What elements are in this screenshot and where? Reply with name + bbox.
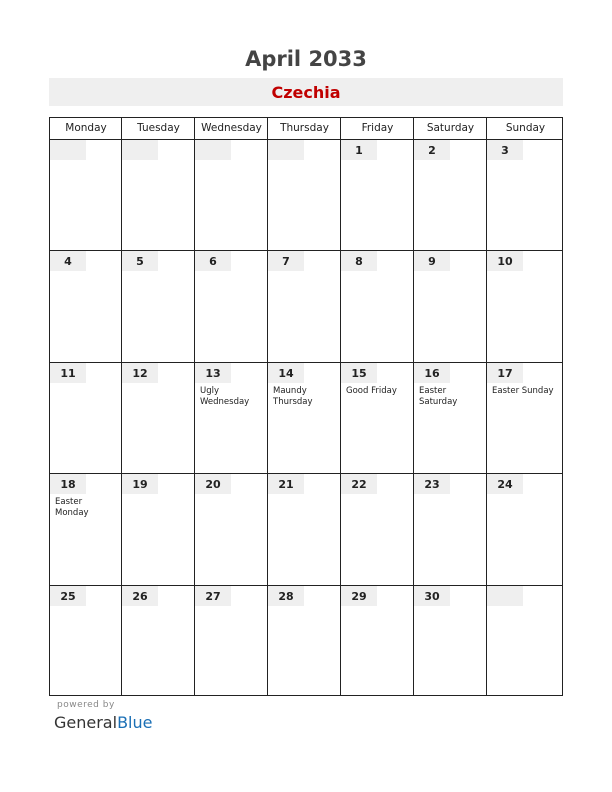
day-number: 15 xyxy=(341,363,377,383)
weekday-header-thursday: Thursday xyxy=(280,122,329,134)
day-number: 14 xyxy=(268,363,304,383)
day-cell[interactable] xyxy=(122,363,194,473)
day-cell[interactable] xyxy=(195,140,267,250)
day-cell[interactable] xyxy=(414,140,486,250)
day-number: 13 xyxy=(195,363,231,383)
day-cell[interactable] xyxy=(487,140,563,250)
day-cell[interactable] xyxy=(268,140,340,250)
day-cell[interactable] xyxy=(341,140,413,250)
country-name: Czechia xyxy=(271,83,341,102)
day-number: 30 xyxy=(414,586,450,606)
day-cell[interactable] xyxy=(50,363,121,473)
day-number: 6 xyxy=(195,251,231,271)
day-number: 17 xyxy=(487,363,523,383)
day-number xyxy=(487,586,523,606)
country-banner xyxy=(49,78,563,106)
day-cell[interactable] xyxy=(414,586,486,696)
day-number: 18 xyxy=(50,474,86,494)
day-number: 7 xyxy=(268,251,304,271)
calendar-grid xyxy=(49,117,563,696)
day-cell[interactable] xyxy=(195,363,267,473)
day-number: 12 xyxy=(122,363,158,383)
holiday-label: Easter Sunday xyxy=(492,386,554,396)
day-number: 2 xyxy=(414,140,450,160)
day-cell[interactable] xyxy=(268,474,340,584)
day-number: 19 xyxy=(122,474,158,494)
holiday-label: Easter Monday xyxy=(55,497,89,518)
calendar-title: April 2033 xyxy=(245,47,367,71)
day-number: 11 xyxy=(50,363,86,383)
day-cell[interactable] xyxy=(50,586,121,696)
day-cell[interactable] xyxy=(414,363,486,473)
logo-text-blue: Blue xyxy=(117,713,153,732)
generalblue-logo[interactable] xyxy=(54,713,152,732)
day-cell[interactable] xyxy=(122,474,194,584)
day-number: 28 xyxy=(268,586,304,606)
weekday-header-friday: Friday xyxy=(361,122,394,134)
day-number: 16 xyxy=(414,363,450,383)
day-cell[interactable] xyxy=(122,140,194,250)
weekday-header-monday: Monday xyxy=(65,122,107,134)
day-number: 1 xyxy=(341,140,377,160)
day-cell[interactable] xyxy=(195,474,267,584)
day-number: 9 xyxy=(414,251,450,271)
day-number: 24 xyxy=(487,474,523,494)
day-number xyxy=(50,140,86,160)
day-number: 10 xyxy=(487,251,523,271)
day-cell[interactable] xyxy=(487,474,563,584)
day-cell[interactable] xyxy=(487,363,563,473)
day-cell[interactable] xyxy=(50,474,121,584)
day-number: 3 xyxy=(487,140,523,160)
powered-by-text: powered by xyxy=(57,700,115,710)
day-cell[interactable] xyxy=(268,251,340,361)
day-cell[interactable] xyxy=(122,586,194,696)
logo-text-general: General xyxy=(54,713,118,732)
day-number: 29 xyxy=(341,586,377,606)
day-cell[interactable] xyxy=(414,474,486,584)
day-cell[interactable] xyxy=(195,251,267,361)
day-number: 22 xyxy=(341,474,377,494)
day-cell[interactable] xyxy=(414,251,486,361)
day-number: 26 xyxy=(122,586,158,606)
day-cell[interactable] xyxy=(487,251,563,361)
day-number: 8 xyxy=(341,251,377,271)
weekday-header-saturday: Saturday xyxy=(426,122,475,134)
day-cell[interactable] xyxy=(268,363,340,473)
day-cell[interactable] xyxy=(122,251,194,361)
holiday-label: Good Friday xyxy=(346,386,397,396)
day-number: 23 xyxy=(414,474,450,494)
weekday-header-tuesday: Tuesday xyxy=(137,122,180,134)
weekday-header-wednesday: Wednesday xyxy=(201,122,262,134)
day-number xyxy=(268,140,304,160)
holiday-label: Easter Saturday xyxy=(419,386,458,407)
day-cell[interactable] xyxy=(341,474,413,584)
day-cell[interactable] xyxy=(50,140,121,250)
day-number: 20 xyxy=(195,474,231,494)
day-cell[interactable] xyxy=(50,251,121,361)
day-cell[interactable] xyxy=(268,586,340,696)
day-cell[interactable] xyxy=(487,586,563,696)
day-cell[interactable] xyxy=(341,251,413,361)
weekday-header-sunday: Sunday xyxy=(505,122,546,134)
day-cell[interactable] xyxy=(341,363,413,473)
holiday-label: Maundy Thursday xyxy=(273,386,313,407)
day-number: 27 xyxy=(195,586,231,606)
day-cell[interactable] xyxy=(195,586,267,696)
day-cell[interactable] xyxy=(341,586,413,696)
day-number: 4 xyxy=(50,251,86,271)
day-number xyxy=(122,140,158,160)
day-number: 21 xyxy=(268,474,304,494)
holiday-label: Ugly Wednesday xyxy=(200,386,250,407)
day-number: 5 xyxy=(122,251,158,271)
day-number: 25 xyxy=(50,586,86,606)
day-number xyxy=(195,140,231,160)
